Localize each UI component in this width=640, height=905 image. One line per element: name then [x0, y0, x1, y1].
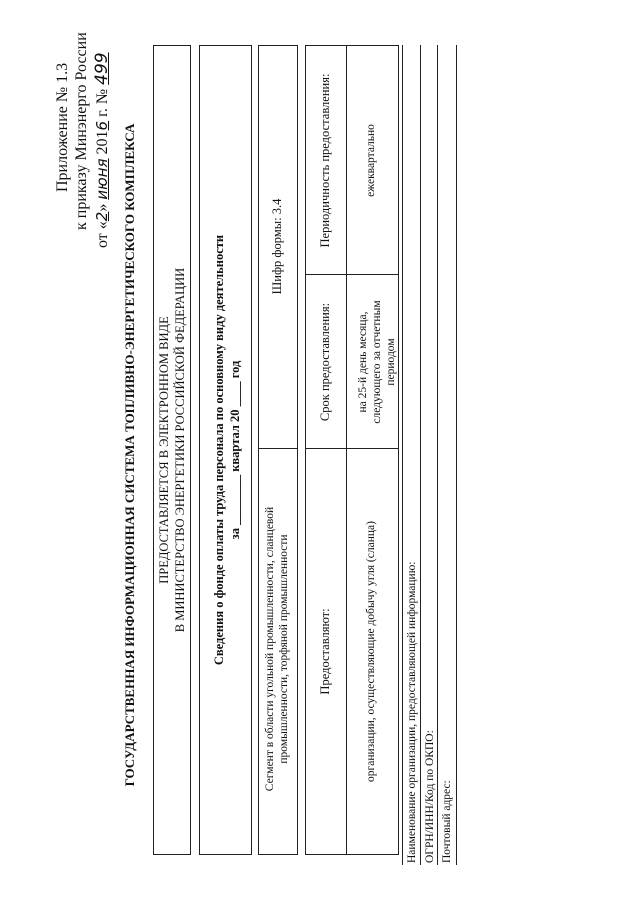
handwritten-month: июня — [93, 158, 111, 200]
table-cell-deadline: на 25-й день месяца, следующего за отчетным периодом — [357, 300, 397, 424]
info-table — [305, 45, 399, 855]
footer-ogrn: ОГРН/ИНН/Код по ОКПО: — [424, 730, 436, 863]
submission-line-2: В МИНИСТЕРСТВО ЭНЕРГЕТИКИ РОССИЙСКОЙ ФЕДЕРАЦИИ — [173, 267, 187, 633]
report-title-box — [199, 45, 252, 855]
table-header-providers: Предоставляют: — [318, 608, 332, 695]
appendix-title: Приложение № 1.3 — [54, 62, 71, 192]
table-cell-providers: организации, осуществляющие добычу угля (сланца) — [365, 521, 377, 782]
form-code: Шифр формы: 3.4 — [270, 198, 284, 295]
footer-rule-2 — [437, 45, 438, 865]
report-title: Сведения о фонде оплаты труда персонала по основному виду деятельности — [212, 234, 226, 666]
system-title: ГОСУДАРСТВЕННАЯ ИНФОРМАЦИОННАЯ СИСТЕМА ТОПЛИВНО-ЭНЕРГЕТИЧЕСКОГО КОМПЛЕКСА — [122, 123, 137, 787]
handwritten-day: 2 — [93, 211, 111, 222]
handwritten-year-digit: 6 — [93, 120, 111, 131]
segment-text: Сегмент в области угольной промышленности, сланцевой промышленности, торфяной промышленности — [264, 506, 290, 792]
footer-org-name: Наименование организации, предоставляющей информацию: — [406, 561, 418, 863]
footer-bottom-rule — [456, 45, 457, 865]
footer-address: Почтовый адрес: — [441, 780, 453, 863]
report-period: за ________ квартал 20 ____ год — [228, 360, 242, 540]
footer-rule-1 — [420, 45, 421, 865]
segment-box — [258, 45, 298, 855]
submission-line-1: ПРЕДОСТАВЛЯЕТСЯ В ЭЛЕКТРОННОМ ВИДЕ — [157, 316, 171, 584]
handwritten-order-number: 499 — [92, 52, 112, 85]
table-header-frequency: Периодичность предоставления: — [318, 73, 332, 248]
table-header-deadline: Срок предоставления: — [318, 302, 332, 422]
appendix-date-line: от «2» июня 2016 г. № 499 — [92, 52, 112, 248]
footer-top-rule — [402, 45, 403, 865]
appendix-order-line: к приказу Минэнерго России — [73, 32, 90, 230]
submission-box — [153, 45, 191, 855]
table-cell-frequency: ежеквартально — [365, 124, 377, 197]
